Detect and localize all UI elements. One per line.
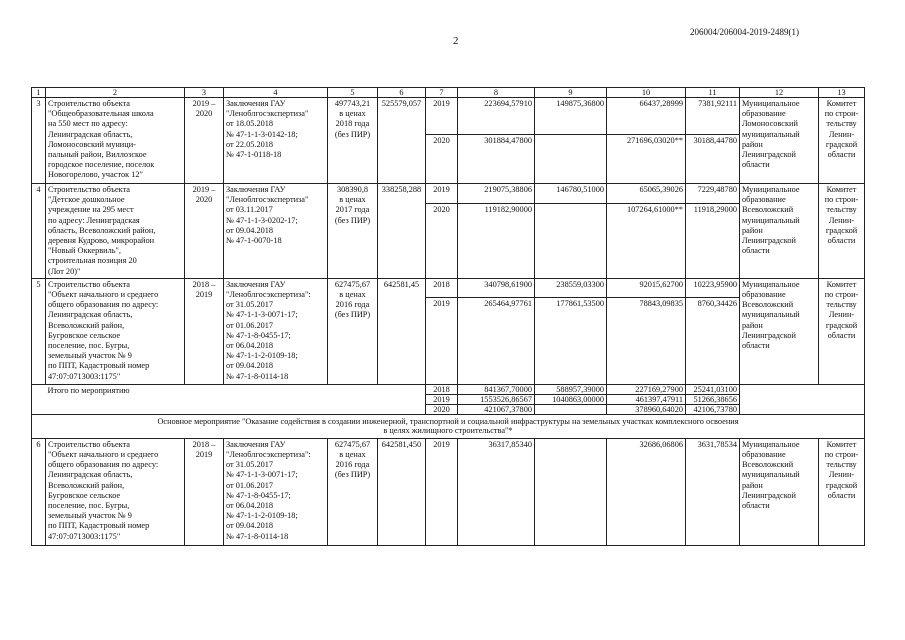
year-cell: 2019: [426, 98, 458, 135]
object-name: Строительство объекта "Общеобразовательная школа на 550 мест по адресу: Ленинградская область, Ломоносовский муници- пальный район, Виллозское городское поселение, поселок Новогорелово, участок 12": [46, 98, 185, 184]
amount-cell: 227169,27900: [607, 384, 686, 394]
amount-cell: 238559,03300: [535, 278, 607, 297]
amount-cell: 8760,34426: [686, 297, 740, 384]
estimated-cost: 627475,67 в ценах 2016 года (без ПИР): [328, 438, 378, 545]
amount-cell: 378960,64020: [607, 404, 686, 414]
total-cost: 338258,288: [378, 184, 426, 279]
section-row: [32, 414, 865, 438]
object-name: Строительство объекта "Детское дошкольное учреждение на 295 мест по адресу: Ленинградская область, Всеволожский район, деревня Кудрово, микрорайон "Новый Оккервиль", строительная позиция 20 (Лот 20)": [46, 184, 185, 279]
municipality: Муниципальное образование Ломоносовский муниципальный район Ленинградской области: [740, 98, 819, 184]
table-row: [32, 438, 865, 545]
row-number: 4: [32, 184, 46, 279]
amount-cell: 265464,97761: [458, 297, 535, 384]
amount-cell: 1040863,00000: [535, 394, 607, 404]
totals-label: Итого по мероприятию: [46, 384, 426, 414]
document-id: 206004/206004-2019-2489(1): [690, 27, 799, 37]
year-cell: 2019: [426, 438, 458, 545]
header-row: [32, 88, 865, 98]
period: 2018 – 2019: [185, 438, 224, 545]
period: 2019 – 2020: [185, 98, 224, 184]
amount-cell: 7229,48780: [686, 184, 740, 204]
header-cell: 5: [328, 88, 378, 98]
header-cell: 1: [32, 88, 46, 98]
municipality: Муниципальное образование Всеволожский муниципальный район Ленинградской области: [740, 438, 819, 545]
amount-cell: 11918,29000: [686, 203, 740, 278]
table-row: [32, 98, 865, 135]
amount-cell: 107264,61000**: [607, 203, 686, 278]
header-cell: 12: [740, 88, 819, 98]
amount-cell: [535, 404, 607, 414]
header-cell: 9: [535, 88, 607, 98]
responsible-committee: Комитет по строи- тельству Ленин- градской области: [819, 278, 865, 384]
header-cell: 3: [185, 88, 224, 98]
expertise-conclusion: Заключения ГАУ "Леноблгосэкспертиза": от 31.05.2017 № 47-1-1-3-0071-17; от 01.06.2017 № 47-1-8-0455-17; от 06.04.2018 № 47-1-1-2-0109-18; от 09.04.2018 № 47-1-8-0114-18: [224, 278, 328, 384]
amount-cell: 271696,03020**: [607, 135, 686, 184]
total-cost: 642581,45: [378, 278, 426, 384]
header-cell: 6: [378, 88, 426, 98]
responsible-committee: Комитет по строи- тельству Ленин- градской области: [819, 98, 865, 184]
object-name: Строительство объекта "Объект начального и среднего общего образования по адресу: Ленинградская область, Всеволожский район, Бугровское сельское поселение, пос. Бугры, земельный участок № 9 по ППТ, Кадастровый номер 47:07:0713003:1175": [46, 278, 185, 384]
amount-cell: 461397,47911: [607, 394, 686, 404]
row-number: 3: [32, 98, 46, 184]
amount-cell: [535, 135, 607, 184]
estimated-cost: 627475,67 в ценах 2016 года (без ПИР): [328, 278, 378, 384]
responsible-committee: Комитет по строи- тельству Ленин- градской области: [819, 184, 865, 279]
estimated-cost: 308390,8 в ценах 2017 года (без ПИР): [328, 184, 378, 279]
amount-cell: 30188,44780: [686, 135, 740, 184]
expertise-conclusion: Заключения ГАУ "Леноблгосэкспертиза" от 18.05.2018 № 47-1-1-3-0142-18; от 22.05.2018 № 47-1-0118-18: [224, 98, 328, 184]
responsible-committee: Комитет по строи- тельству Ленин- градской области: [819, 438, 865, 545]
municipality: Муниципальное образование Всеволожский муниципальный район Ленинградской области: [740, 184, 819, 279]
header-cell: 2: [46, 88, 185, 98]
table-row: [32, 278, 865, 297]
row-number: 6: [32, 438, 46, 545]
year-cell: 2019: [426, 184, 458, 204]
amount-cell: 1553526,86567: [458, 394, 535, 404]
program-table: [31, 87, 865, 546]
amount-cell: 223694,57910: [458, 98, 535, 135]
header-cell: 11: [686, 88, 740, 98]
amount-cell: 42106,73780: [686, 404, 740, 414]
amount-cell: 219075,38806: [458, 184, 535, 204]
expertise-conclusion: Заключения ГАУ "Леноблгосэкспертиза": от 31.05.2017 № 47-1-1-3-0071-17; от 01.06.2017 № 47-1-8-0455-17; от 06.04.2018 № 47-1-1-2-0109-18; от 09.04.2018 № 47-1-8-0114-18: [224, 438, 328, 545]
totals-row: [32, 384, 865, 394]
header-cell: 13: [819, 88, 865, 98]
year-cell: 2020: [426, 135, 458, 184]
row-number: 5: [32, 278, 46, 384]
amount-cell: 146780,51000: [535, 184, 607, 204]
amount-cell: [535, 203, 607, 278]
amount-cell: 588957,39000: [535, 384, 607, 394]
period: 2019 – 2020: [185, 184, 224, 279]
amount-cell: 66437,28999: [607, 98, 686, 135]
year-cell: 2020: [426, 404, 458, 414]
amount-cell: 177861,53500: [535, 297, 607, 384]
amount-cell: 7381,92111: [686, 98, 740, 135]
section-title: Основное мероприятие "Оказание содействия в создании инженерной, транспортной и социальной инфраструктуры на земельных участках комплексного освоения в целях жилищного строительства"*: [32, 414, 865, 438]
amount-cell: 78843,09835: [607, 297, 686, 384]
period: 2018 – 2019: [185, 278, 224, 384]
header-cell: 10: [607, 88, 686, 98]
amount-cell: 119182,90000: [458, 203, 535, 278]
municipality: Муниципальное образование Всеволожский муниципальный район Ленинградской области: [740, 278, 819, 384]
amount-cell: 25241,03100: [686, 384, 740, 394]
year-cell: 2018: [426, 278, 458, 297]
page-number: 2: [453, 35, 459, 47]
year-cell: 2019: [426, 297, 458, 384]
header-cell: 7: [426, 88, 458, 98]
amount-cell: 421067,37800: [458, 404, 535, 414]
expertise-conclusion: Заключения ГАУ "Леноблгосэкспертиза" от 03.11.2017 № 47-1-1-3-0202-17; от 09.04.2018 № 47-1-0070-18: [224, 184, 328, 279]
amount-cell: 32686,06806: [607, 438, 686, 545]
amount-cell: 3631,78534: [686, 438, 740, 545]
amount-cell: 65065,39026: [607, 184, 686, 204]
amount-cell: 92015,62700: [607, 278, 686, 297]
amount-cell: 340798,61900: [458, 278, 535, 297]
table-row: [32, 184, 865, 204]
amount-cell: 10223,95900: [686, 278, 740, 297]
object-name: Строительство объекта "Объект начального и среднего общего образования по адресу: Ленинградская область, Всеволожский район, Бугровское сельское поселение, пос. Бугры, земельный участок № 9 по ППТ, Кадастровый номер 47:07:0713003:1175": [46, 438, 185, 545]
amount-cell: 36317,85340: [458, 438, 535, 545]
year-cell: 2018: [426, 384, 458, 394]
total-cost: 525579,057: [378, 98, 426, 184]
amount-cell: 301884,47800: [458, 135, 535, 184]
total-cost: 642581,450: [378, 438, 426, 545]
year-cell: 2020: [426, 203, 458, 278]
amount-cell: [535, 438, 607, 545]
year-cell: 2019: [426, 394, 458, 404]
amount-cell: 841367,70000: [458, 384, 535, 394]
header-cell: 8: [458, 88, 535, 98]
estimated-cost: 497743,21 в ценах 2018 года (без ПИР): [328, 98, 378, 184]
amount-cell: 149875,36800: [535, 98, 607, 135]
header-cell: 4: [224, 88, 328, 98]
amount-cell: 51266,38656: [686, 394, 740, 404]
